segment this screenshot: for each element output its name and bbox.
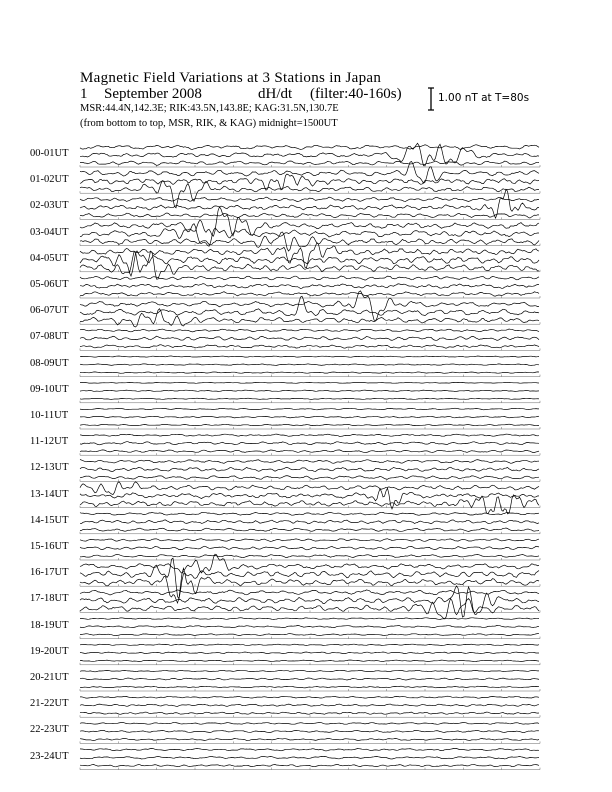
row-label: 01-02UT [30,174,69,186]
trace-msr [80,660,539,662]
filter-label: (filter:40-160s) [310,86,402,102]
trace-msr [80,764,539,766]
row-label: 22-23UT [30,724,69,736]
trace-rik [80,520,539,524]
row-baseline [80,244,540,246]
trace-kag [80,696,539,698]
trace-msr [80,738,539,740]
trace-msr [80,495,539,514]
trace-rik [80,652,539,654]
trace-rik [80,625,539,627]
trace-kag [80,644,539,645]
trace-rik [80,284,539,289]
trace-kag [80,145,539,150]
trace-kag [80,482,539,495]
trace-kag [80,291,539,321]
row-baseline [80,689,540,691]
row-label: 17-18UT [30,593,69,605]
date-day: 1 [80,86,88,102]
trace-msr [80,292,539,296]
row-baseline [80,558,540,560]
row-baseline [80,453,540,455]
row-baseline [80,296,540,298]
trace-kag [80,243,539,268]
row-label: 18-19UT [30,619,69,631]
trace-rik [80,364,539,366]
trace-rik [80,678,539,680]
row-label: 20-21UT [30,672,69,683]
trace-rik [80,546,539,550]
trace-rik [80,416,539,418]
trace-msr [80,599,539,619]
row-label: 07-08UT [30,331,69,343]
row-label: 16-17UT [30,567,69,579]
trace-kag [80,434,539,436]
trace-kag [80,408,539,410]
trace-msr [80,476,539,480]
station-coordinates: MSR:44.4N,142.3E; RIK:43.5N,143.8E; KAG:31.5N,130.7E [80,103,339,114]
trace-msr [80,345,539,349]
trace-msr [80,686,539,688]
row-baseline [80,217,540,219]
trace-kag [80,723,539,725]
row-label: 12-13UT [30,462,69,474]
row-baseline [80,165,540,167]
station-order-note: (from bottom to top, MSR, RIK, & KAG) midnight=1500UT [80,118,338,129]
trace-rik [80,336,539,340]
row-label: 05-06UT [30,279,69,290]
chart-title: Magnetic Field Variations at 3 Stations in Japan [80,70,382,86]
trace-msr [80,181,539,208]
scale-bar-label: 1.00 nT at T=80s [438,92,530,104]
trace-rik [80,704,539,706]
row-label: 10-11UT [30,410,69,421]
row-baseline [80,427,540,429]
trace-kag [80,329,539,332]
row-label: 02-03UT [30,200,69,212]
row-label: 21-22UT [30,698,69,710]
row-baseline [80,768,540,770]
trace-msr [80,634,539,636]
trace-rik [80,296,539,315]
trace-kag [80,197,539,202]
date-month-year: September 2008 [104,86,202,102]
row-baseline [80,479,540,481]
trace-kag [80,276,539,280]
trace-kag [80,670,539,672]
trace-kag [80,618,539,620]
trace-msr [80,450,539,453]
row-label: 15-16UT [30,541,69,552]
trace-kag [80,512,539,515]
row-label: 03-04UT [30,226,69,238]
trace-msr [80,528,539,532]
row-label: 19-20UT [30,645,69,657]
trace-kag [80,460,539,464]
row-label: 23-24UT [30,750,69,762]
row-baseline [80,663,540,665]
row-baseline [80,191,540,193]
row-baseline [80,637,540,639]
row-label: 13-14UT [30,488,69,500]
trace-kag [80,207,539,236]
trace-msr [80,424,539,426]
trace-msr [80,232,539,251]
row-baseline [80,715,540,717]
trace-msr [80,398,539,399]
row-baseline [80,375,540,377]
trace-msr [80,161,539,165]
row-label: 14-15UT [30,514,69,526]
row-baseline [80,741,540,743]
row-baseline [80,348,540,350]
row-baseline [80,322,540,324]
row-label: 11-12UT [30,436,69,448]
trace-rik [80,756,539,759]
row-label: 09-10UT [30,383,69,395]
trace-rik [80,730,539,732]
trace-msr [80,372,539,373]
trace-kag [80,539,539,542]
trace-msr [80,213,539,218]
trace-rik [80,467,539,471]
row-baseline [80,610,540,612]
row-label: 08-09UT [30,357,69,369]
row-label: 00-01UT [30,148,69,159]
scale-bar [428,88,434,110]
trace-rik [80,442,539,445]
trace-kag [80,356,539,357]
row-baseline [80,401,540,403]
row-label: 04-05UT [30,252,69,264]
trace-msr [80,555,539,558]
row-baseline [80,584,540,586]
trace-rik [80,189,539,218]
row-baseline [80,532,540,534]
trace-kag [80,748,539,751]
row-label: 06-07UT [30,305,69,317]
trace-msr [80,712,539,714]
trace-kag [80,382,539,383]
trace-rik [80,390,539,391]
quantity-label: dH/dt [258,86,293,102]
